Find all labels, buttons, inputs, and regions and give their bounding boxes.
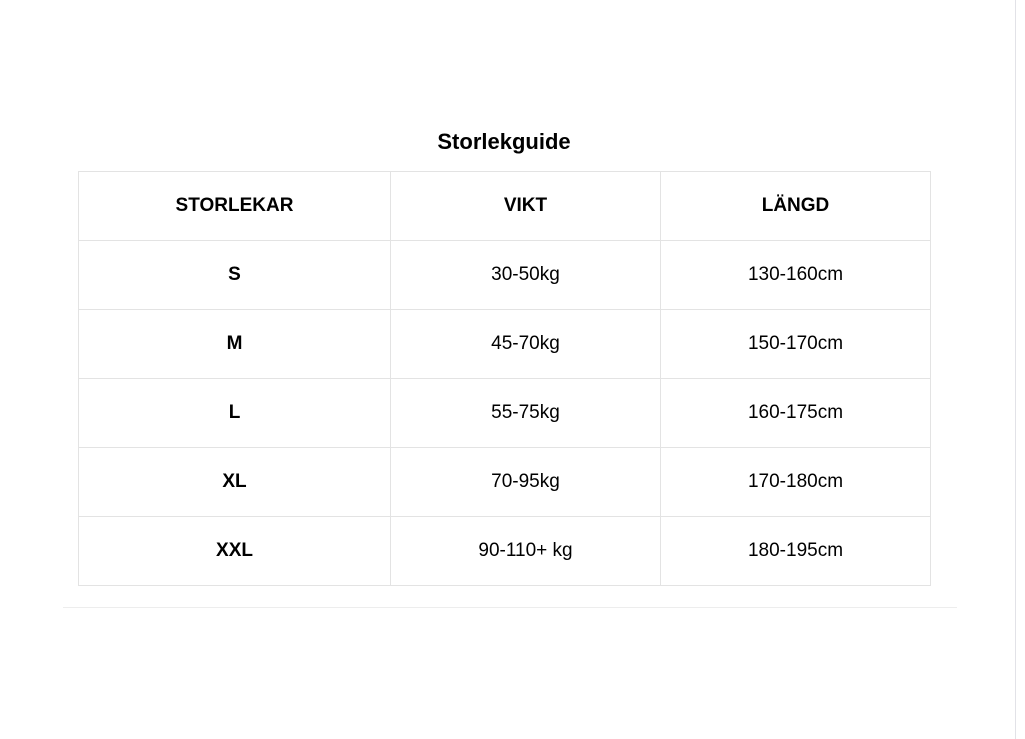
- weight-cell: 45-70kg: [391, 310, 661, 379]
- weight-cell: 55-75kg: [391, 379, 661, 448]
- section-divider: [63, 607, 957, 608]
- table-row: [79, 241, 931, 310]
- size-cell: S: [79, 241, 391, 310]
- length-cell: 150-170cm: [661, 310, 931, 379]
- size-cell: M: [79, 310, 391, 379]
- size-guide-title: Storlekguide: [437, 129, 571, 154]
- size-guide-table: [78, 171, 931, 586]
- length-cell: 180-195cm: [661, 517, 931, 586]
- column-header-vikt: VIKT: [391, 172, 661, 241]
- table-row: [79, 517, 931, 586]
- table-row: [79, 448, 931, 517]
- weight-cell: 70-95kg: [391, 448, 661, 517]
- length-cell: 170-180cm: [661, 448, 931, 517]
- size-cell: XXL: [79, 517, 391, 586]
- table-header-row: [79, 172, 931, 241]
- size-cell: L: [79, 379, 391, 448]
- weight-cell: 90-110+ kg: [391, 517, 661, 586]
- size-cell: XL: [79, 448, 391, 517]
- column-header-storlekar: STORLEKAR: [79, 172, 391, 241]
- length-cell: 130-160cm: [661, 241, 931, 310]
- length-cell: 160-175cm: [661, 379, 931, 448]
- column-header-langd: LÄNGD: [661, 172, 931, 241]
- table-row: [79, 310, 931, 379]
- content-right-border-line: [1015, 0, 1016, 739]
- weight-cell: 30-50kg: [391, 241, 661, 310]
- table-row: [79, 379, 931, 448]
